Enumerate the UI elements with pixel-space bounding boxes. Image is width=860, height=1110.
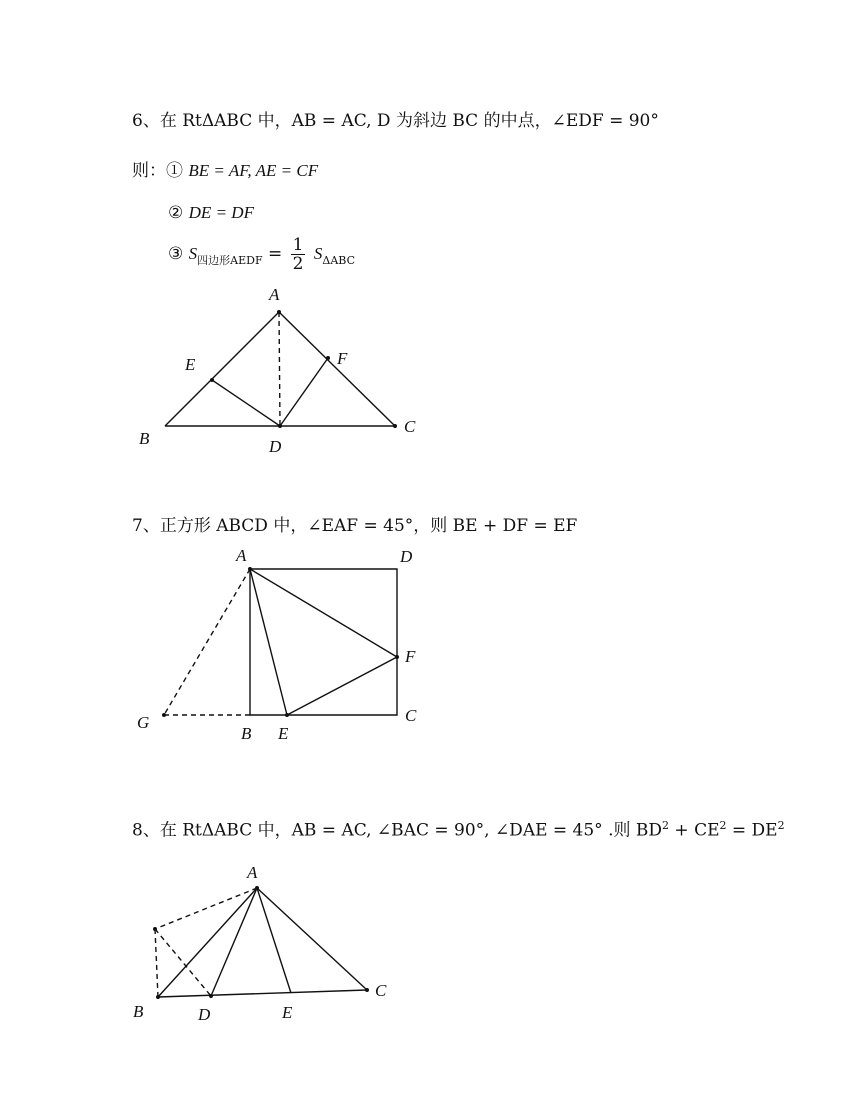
area-quad-subscript: 四边形AEDF bbox=[197, 254, 263, 267]
label-b7: B bbox=[241, 724, 252, 743]
conclusion-2-text: DE = DF bbox=[188, 203, 254, 222]
fraction-denominator: 2 bbox=[292, 254, 304, 274]
point-b8 bbox=[156, 995, 160, 999]
label-d: D bbox=[269, 437, 282, 456]
sup-bd: 2 bbox=[662, 819, 670, 832]
conclusion-3-mark: ③ bbox=[168, 244, 184, 264]
label-g7: G bbox=[137, 713, 150, 732]
label-e8: E bbox=[282, 1003, 293, 1022]
label-a: A bbox=[269, 285, 280, 304]
label-f: F bbox=[337, 349, 348, 368]
problem7-heading: 7、正方形 ABCD 中，∠EAF = 45°，则 BE + DF = EF bbox=[132, 516, 578, 536]
point-a8 bbox=[255, 886, 259, 890]
problem6-heading: 6、在 RtΔABC 中，AB = AC, D 为斜边 BC 的中点，∠EDF = 90° bbox=[132, 111, 659, 131]
then-label: 则：① bbox=[132, 161, 183, 181]
segment-ad8 bbox=[211, 888, 257, 996]
conclusion-2-mark: ② bbox=[168, 203, 184, 223]
sup-de: 2 bbox=[777, 819, 785, 832]
problem8-heading-mid: + CE bbox=[669, 820, 720, 841]
segment-aux-b-dashed bbox=[155, 929, 158, 997]
label-c7: C bbox=[405, 706, 417, 725]
area-triangle-symbol: S bbox=[313, 244, 323, 263]
fraction-numerator: 1 bbox=[292, 235, 304, 255]
area-quad-symbol: S bbox=[188, 244, 198, 263]
point-aux8 bbox=[153, 927, 157, 931]
label-d8: D bbox=[198, 1005, 211, 1024]
problem8-heading-main: 8、在 RtΔABC 中，AB = AC, ∠BAC = 90°, ∠DAE = 45° .则 BD bbox=[132, 820, 663, 841]
label-a7: A bbox=[236, 546, 247, 565]
label-e7: E bbox=[278, 724, 289, 743]
problem8-heading-eq: = DE bbox=[726, 820, 778, 841]
edge-bc8 bbox=[158, 990, 367, 997]
label-c: C bbox=[404, 417, 416, 436]
segment-aux-d-dashed bbox=[155, 929, 211, 996]
label-d7: D bbox=[400, 547, 413, 566]
label-f7: F bbox=[405, 647, 416, 666]
conclusion-1-text: BE = AF, AE = CF bbox=[188, 161, 319, 180]
edge-ab8 bbox=[158, 888, 257, 997]
sup-ce: 2 bbox=[719, 819, 727, 832]
label-e: E bbox=[185, 355, 196, 374]
area-triangle-subscript: ΔABC bbox=[322, 254, 355, 267]
label-b: B bbox=[139, 429, 150, 448]
label-b8: B bbox=[133, 1002, 144, 1021]
label-a8: A bbox=[247, 863, 258, 882]
label-c8: C bbox=[375, 981, 387, 1000]
equals-sign: = bbox=[268, 244, 288, 264]
point-d8 bbox=[209, 994, 213, 998]
point-c8 bbox=[365, 988, 369, 992]
